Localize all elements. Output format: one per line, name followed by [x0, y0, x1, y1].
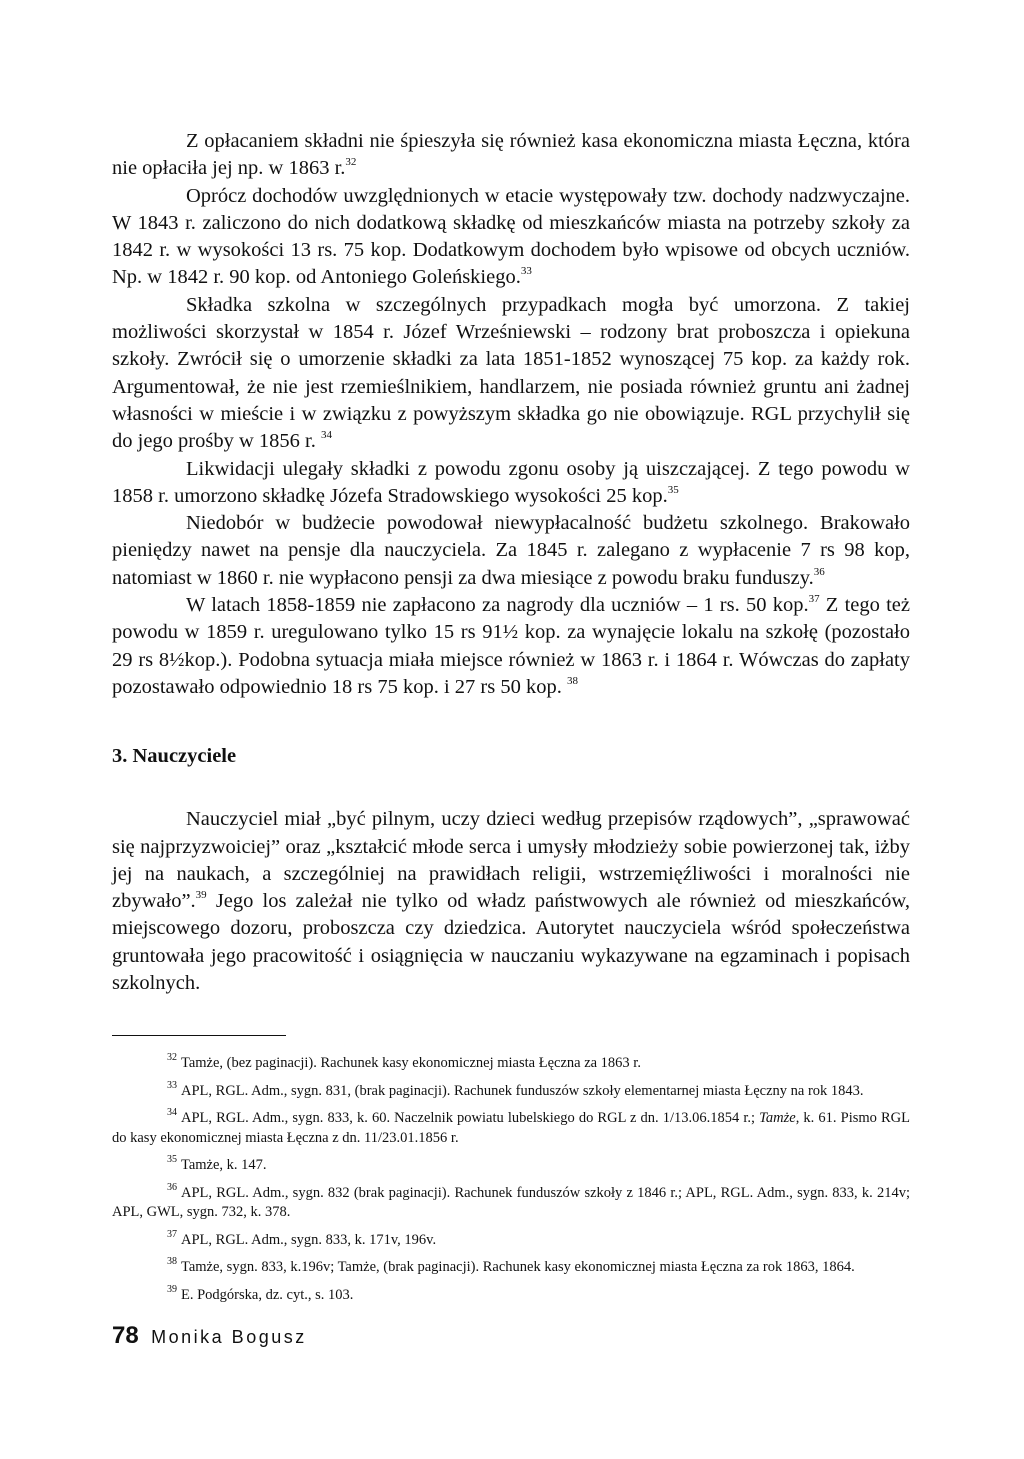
page-content — [112, 128, 910, 1313]
footnote-ref[interactable]: 33 — [520, 265, 532, 278]
footnote-ref[interactable]: 36 — [813, 565, 825, 578]
footnote-33: $^{33}$ APL, RGL. Adm., sygn. 831, (brak paginacji). Rachunek funduszów szkoły elementarnej miasta Łęczny na rok 1843. — [167, 1079, 864, 1099]
footnote-32: $^{32}$ Tamże, (bez paginacji). Rachunek kasy ekonomicznej miasta Łęczna za 1863 r. — [167, 1052, 641, 1072]
footnote-36: $^{36}$ APL, RGL. Adm., sygn. 832 (brak paginacji). Rachunek funduszów szkoły z 1846 r.; APL, RGL. Adm., sygn. 833, k. 214v; APL, GWL, sygn. 732, k. 378. — [112, 1181, 910, 1221]
footnote-38: $^{38}$ Tamże, sygn. 833, k.196v; Tamże, (brak paginacji). Rachunek kasy ekonomicznej miasta Łęczna za rok 1863, 1864. — [167, 1256, 855, 1276]
body-text — [112, 128, 910, 701]
paragraph: Likwidacji ulegały składki z powodu zgonu osoby ją uiszczającej. Z tego powodu w 1858 r. umorzono składkę Józefa Stradowskiego wysokości 25 kop.$^{35}$ — [112, 457, 910, 507]
footnote-ref[interactable]: 39 — [195, 889, 207, 902]
paragraph: W latach 1858-1859 nie zapłacono za nagrody dla uczniów – 1 rs. 50 kop.$^{37}$ Z tego też powodu w 1859 r. uregulowano tylko 15 rs 91½ kop. za wynajęcie lokalu na szkołę (pozostało 29 rs 8½kop.). Podobna sytuacja miała miejsce również w 1863 r. i 1864 r. Wówczas do zapłaty pozostawało odpowiednio 18 rs 75 kop. i 27 rs 50 kop. $^{38}$ — [112, 593, 910, 698]
paragraph: Nauczyciel miał „być pilnym, uczy dzieci według przepisów rządowych”, „sprawować się najprzyzwoiciej” oraz „kształcić młode serca i umysły młodzieży sobie powierzonej tak, iżby jej na naukach, a szczególniej na prawidłach religii, wstrzemięźliwości i moralności nie zbywało”.$^{39}$ Jego los zależał nie tylko od władz państwowych ale również od mieszkańców, miejscowego dozoru, proboszcza czy dziedzica. Autorytet nauczyciela wśród społeczeństwa gruntowała jego pracowitość i osiągnięcia w nauczaniu wykazywane na egzaminach i popisach szkolnych. — [112, 808, 910, 995]
footnote-39: $^{39}$ E. Podgórska, dz. cyt., s. 103. — [167, 1283, 354, 1303]
paragraph: Niedobór w budżecie powodował niewypłacalność budżetu szkolnego. Brakowało pieniędzy nawet na pensje dla nauczyciela. Za 1845 r. zalegano z wypłacenie 7 rs 98 kop, natomiast w 1860 r. nie wypłacono pensji za dwa miesiące z powodu braku funduszy.$^{36}$ — [112, 512, 910, 589]
section-heading: 3. Nauczyciele — [112, 745, 237, 768]
footnote-separator — [112, 1035, 286, 1036]
paragraph: Składka szkolna w szczególnych przypadkach mogła być umorzona. Z takiej możliwości skorzystał w 1854 r. Józef Wrześniewski – rodzony brat proboszcza i opiekuna szkoły. Zwrócił się o umorzenie składki za lata 1851-1852 wynoszącej 75 kop. za każdy rok. Argumentował, że nie jest rzemieślnikiem, handlarzem, nie posiada również gruntu ani żadnej własności w mieście i w związku z powyższym składka go nie obowiązuje. RGL przychylił się do jego prośby w 1856 r. $^{34}$ — [112, 293, 910, 453]
footnote-35: $^{35}$ Tamże, k. 147. — [167, 1154, 267, 1174]
author-name: Monika Bogusz — [151, 1327, 307, 1347]
paragraph: Oprócz dochodów uwzględnionych w etacie występowały tzw. dochody nadzwyczajne. W 1843 r. zaliczono do nich dodatkową składkę od mieszkańców miasta na potrzeby szkoły za 1842 r. w wysokości 13 rs. 75 kop. Dodatkowym dochodem było wpisowe od obcych uczniów. Np. w 1842 r. 90 kop. od Antoniego Goleńskiego.$^{33}$ — [112, 184, 910, 289]
footnote-ref[interactable]: 34 — [320, 429, 332, 442]
footnotes — [112, 1054, 910, 1305]
footnote-34: $^{34}$ APL, RGL. Adm., sygn. 833, k. 60. Naczelnik powiatu lubelskiego do RGL z dn. 1/13.06.1854 r.; Tamże, k. 61. Pismo RGL do kasy ekonomicznej miasta Łęczna z dn. 11/23.01.1856 r. — [112, 1107, 910, 1146]
page-footer — [112, 1322, 307, 1350]
footnote-ref[interactable]: 38 — [566, 674, 578, 687]
section-body — [112, 806, 910, 997]
page-number: 78 — [112, 1322, 139, 1349]
paragraph: Z opłacaniem składni nie śpieszyła się również kasa ekonomiczna miasta Łęczna, która nie opłaciła jej np. w 1863 r.$^{32}$ — [112, 130, 910, 180]
footnote-ref[interactable]: 32 — [345, 156, 357, 169]
footnote-ref[interactable]: 35 — [667, 483, 679, 496]
footnote-ref[interactable]: 37 — [808, 593, 820, 606]
footnote-37: $^{37}$ APL, RGL. Adm., sygn. 833, k. 171v, 196v. — [167, 1228, 437, 1248]
